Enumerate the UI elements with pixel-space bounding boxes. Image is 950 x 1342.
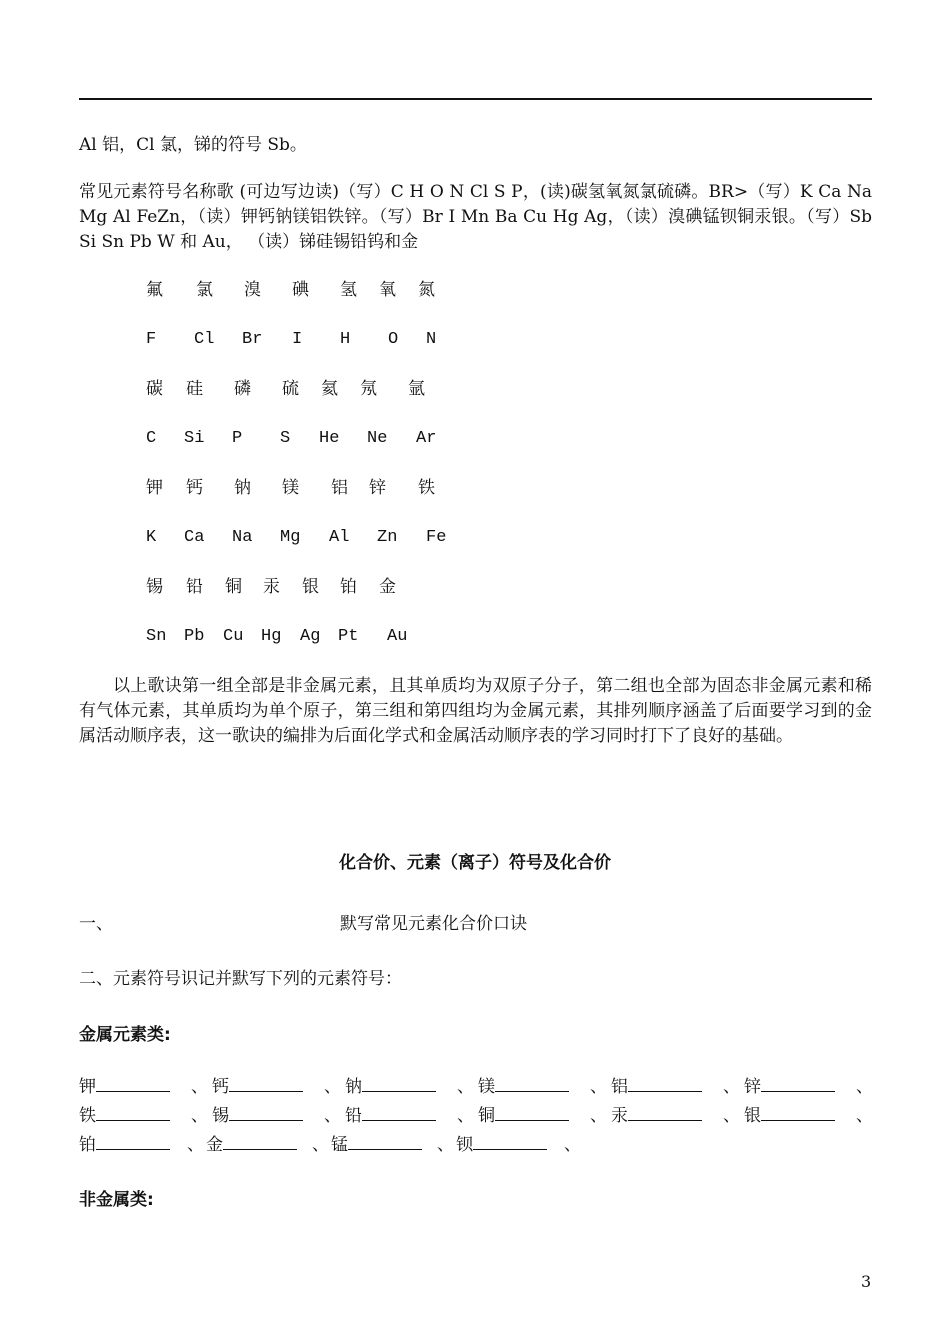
element-name: 氢	[340, 280, 357, 300]
fill-item	[611, 1074, 702, 1100]
element-name: 氧	[379, 280, 396, 300]
separator: 、	[191, 1106, 208, 1126]
element-name: 银	[302, 577, 319, 597]
element-name: 镁	[282, 478, 299, 498]
element-symbol: Cu	[223, 627, 244, 646]
element-symbol: I	[292, 330, 303, 349]
element-name: 汞	[263, 577, 280, 597]
separator: 、	[324, 1077, 341, 1097]
item-one-text: 默写常见元素化合价口诀	[340, 914, 527, 934]
element-name: 硫	[282, 379, 299, 399]
element-name: 钠	[234, 478, 251, 498]
element-name: 铝	[331, 478, 348, 498]
fill-label: 锡	[212, 1106, 229, 1126]
answer-blank[interactable]	[495, 1103, 569, 1121]
fill-item	[478, 1074, 569, 1100]
fill-item	[212, 1074, 303, 1100]
fill-label: 铂	[79, 1135, 96, 1155]
element-symbol: Ar	[416, 429, 437, 448]
element-name: 氯	[196, 280, 213, 300]
element-name: 氦	[321, 379, 338, 399]
separator: 、	[723, 1106, 740, 1126]
element-name: 钾	[146, 478, 163, 498]
fill-item	[345, 1074, 436, 1100]
nonmetals-heading: 非金属类:	[79, 1190, 154, 1210]
element-symbol: Na	[232, 528, 253, 547]
element-symbol: Cl	[194, 330, 215, 349]
separator: 、	[191, 1077, 208, 1097]
fill-item	[345, 1103, 436, 1129]
element-symbol: S	[280, 429, 291, 448]
element-name: 锌	[369, 478, 386, 498]
element-name: 碘	[292, 280, 309, 300]
element-symbol: Si	[184, 429, 205, 448]
fill-item	[744, 1103, 835, 1129]
separator: 、	[324, 1106, 341, 1126]
fill-item	[79, 1074, 170, 1100]
fill-label: 锌	[744, 1077, 761, 1097]
fill-label: 金	[206, 1135, 223, 1155]
element-name: 氟	[146, 280, 163, 300]
metal-fill-row-3	[79, 1132, 872, 1158]
explanation-paragraph	[79, 674, 872, 749]
intro-line: Al 铝，Cl 氯，锑的符号 Sb。	[79, 135, 307, 155]
element-name: 铂	[340, 577, 357, 597]
separator: 、	[437, 1135, 454, 1155]
metals-heading: 金属元素类:	[79, 1025, 171, 1045]
fill-label: 锰	[331, 1135, 348, 1155]
element-symbol: Fe	[426, 528, 447, 547]
separator: 、	[312, 1135, 329, 1155]
element-name: 溴	[244, 280, 261, 300]
element-name: 碳	[146, 379, 163, 399]
answer-blank[interactable]	[96, 1074, 170, 1092]
element-symbol: Ca	[184, 528, 205, 547]
element-name: 铁	[418, 478, 435, 498]
fill-item	[206, 1132, 297, 1158]
fill-label: 铁	[79, 1106, 96, 1126]
fill-label: 银	[744, 1106, 761, 1126]
answer-blank[interactable]	[495, 1074, 569, 1092]
answer-blank[interactable]	[362, 1074, 436, 1092]
fill-label: 铜	[478, 1106, 495, 1126]
element-symbol: H	[340, 330, 351, 349]
element-symbol: O	[388, 330, 399, 349]
element-name: 磷	[234, 379, 251, 399]
answer-blank[interactable]	[473, 1132, 547, 1150]
fill-item	[79, 1132, 170, 1158]
metal-fill-row-1	[79, 1074, 872, 1100]
separator: 、	[457, 1106, 474, 1126]
answer-blank[interactable]	[229, 1103, 303, 1121]
element-symbol: F	[146, 330, 157, 349]
element-symbol: K	[146, 528, 157, 547]
element-name: 氩	[408, 379, 425, 399]
element-name: 铅	[186, 577, 203, 597]
fill-label: 汞	[611, 1106, 628, 1126]
element-symbol: Au	[387, 627, 408, 646]
answer-blank[interactable]	[96, 1132, 170, 1150]
separator: 、	[856, 1077, 873, 1097]
element-symbol: Sn	[146, 627, 167, 646]
element-name: 金	[379, 577, 396, 597]
fill-label: 镁	[478, 1077, 495, 1097]
section-title: 化合价、元素（离子）符号及化合价	[339, 853, 611, 873]
explanation-text: 以上歌诀第一组全部是非金属元素，且其单质均为双原子分子，第二组也全部为固态非金属元素和稀有气体元素，其单质均为单个原子，第三组和第四组均为金属元素，其排列顺序涵盖了后面要学习到的金属活动顺序表，这一歌诀的编排为后面化学式和金属活动顺序表的学习同时打下了良好的基础。	[79, 676, 872, 746]
item-one-number: 一、	[79, 914, 113, 934]
element-symbol: Ne	[367, 429, 388, 448]
item-two: 二、元素符号识记并默写下列的元素符号：	[79, 969, 402, 989]
answer-blank[interactable]	[223, 1132, 297, 1150]
fill-item	[611, 1103, 702, 1129]
fill-label: 铅	[345, 1106, 362, 1126]
element-symbol: C	[146, 429, 157, 448]
answer-blank[interactable]	[628, 1103, 702, 1121]
fill-label: 钾	[79, 1077, 96, 1097]
element-name: 硅	[186, 379, 203, 399]
separator: 、	[187, 1135, 204, 1155]
separator: 、	[723, 1077, 740, 1097]
separator: 、	[564, 1135, 581, 1155]
fill-item	[212, 1103, 303, 1129]
fill-label: 钠	[345, 1077, 362, 1097]
fill-item	[79, 1103, 170, 1129]
song-text: 常见元素符号名称歌 (可边写边读)（写）C H O N Cl S P，(读)碳氢氧氮氯硫磷。BR>（写）K Ca Na Mg Al FeZn，（读）钾钙钠镁铝铁锌。（写）Br I Mn Ba Cu Hg Ag，（读）溴碘锰钡铜汞银。（写）Sb Si Sn Pb W 和 Au， （读）锑硅锡铅钨和金	[79, 182, 872, 252]
element-symbol: Hg	[261, 627, 282, 646]
fill-item	[744, 1074, 835, 1100]
separator: 、	[590, 1077, 607, 1097]
fill-label: 钡	[456, 1135, 473, 1155]
fill-item	[478, 1103, 569, 1129]
element-name: 铜	[225, 577, 242, 597]
element-name: 锡	[146, 577, 163, 597]
element-name: 钙	[186, 478, 203, 498]
element-symbol: Al	[329, 528, 350, 547]
page-number: 3	[861, 1272, 872, 1291]
metal-fill-row-2	[79, 1103, 872, 1129]
element-symbol: He	[319, 429, 340, 448]
element-name: 氮	[418, 280, 435, 300]
element-symbol: P	[232, 429, 243, 448]
element-symbol: Br	[242, 330, 263, 349]
answer-blank[interactable]	[761, 1074, 835, 1092]
fill-item	[456, 1132, 547, 1158]
element-symbol: Pt	[338, 627, 359, 646]
separator: 、	[856, 1106, 873, 1126]
element-name: 氖	[360, 379, 377, 399]
fill-item	[331, 1132, 422, 1158]
answer-blank[interactable]	[96, 1103, 170, 1121]
answer-blank[interactable]	[362, 1103, 436, 1121]
element-symbol: Ag	[300, 627, 321, 646]
header-rule	[79, 98, 872, 100]
element-symbol: N	[426, 330, 437, 349]
separator: 、	[590, 1106, 607, 1126]
element-symbol: Zn	[377, 528, 398, 547]
answer-blank[interactable]	[348, 1132, 422, 1150]
element-symbol: Pb	[184, 627, 205, 646]
answer-blank[interactable]	[229, 1074, 303, 1092]
fill-label: 铝	[611, 1077, 628, 1097]
element-symbol: Mg	[280, 528, 301, 547]
answer-blank[interactable]	[761, 1103, 835, 1121]
separator: 、	[457, 1077, 474, 1097]
fill-label: 钙	[212, 1077, 229, 1097]
answer-blank[interactable]	[628, 1074, 702, 1092]
song-paragraph	[79, 180, 872, 255]
